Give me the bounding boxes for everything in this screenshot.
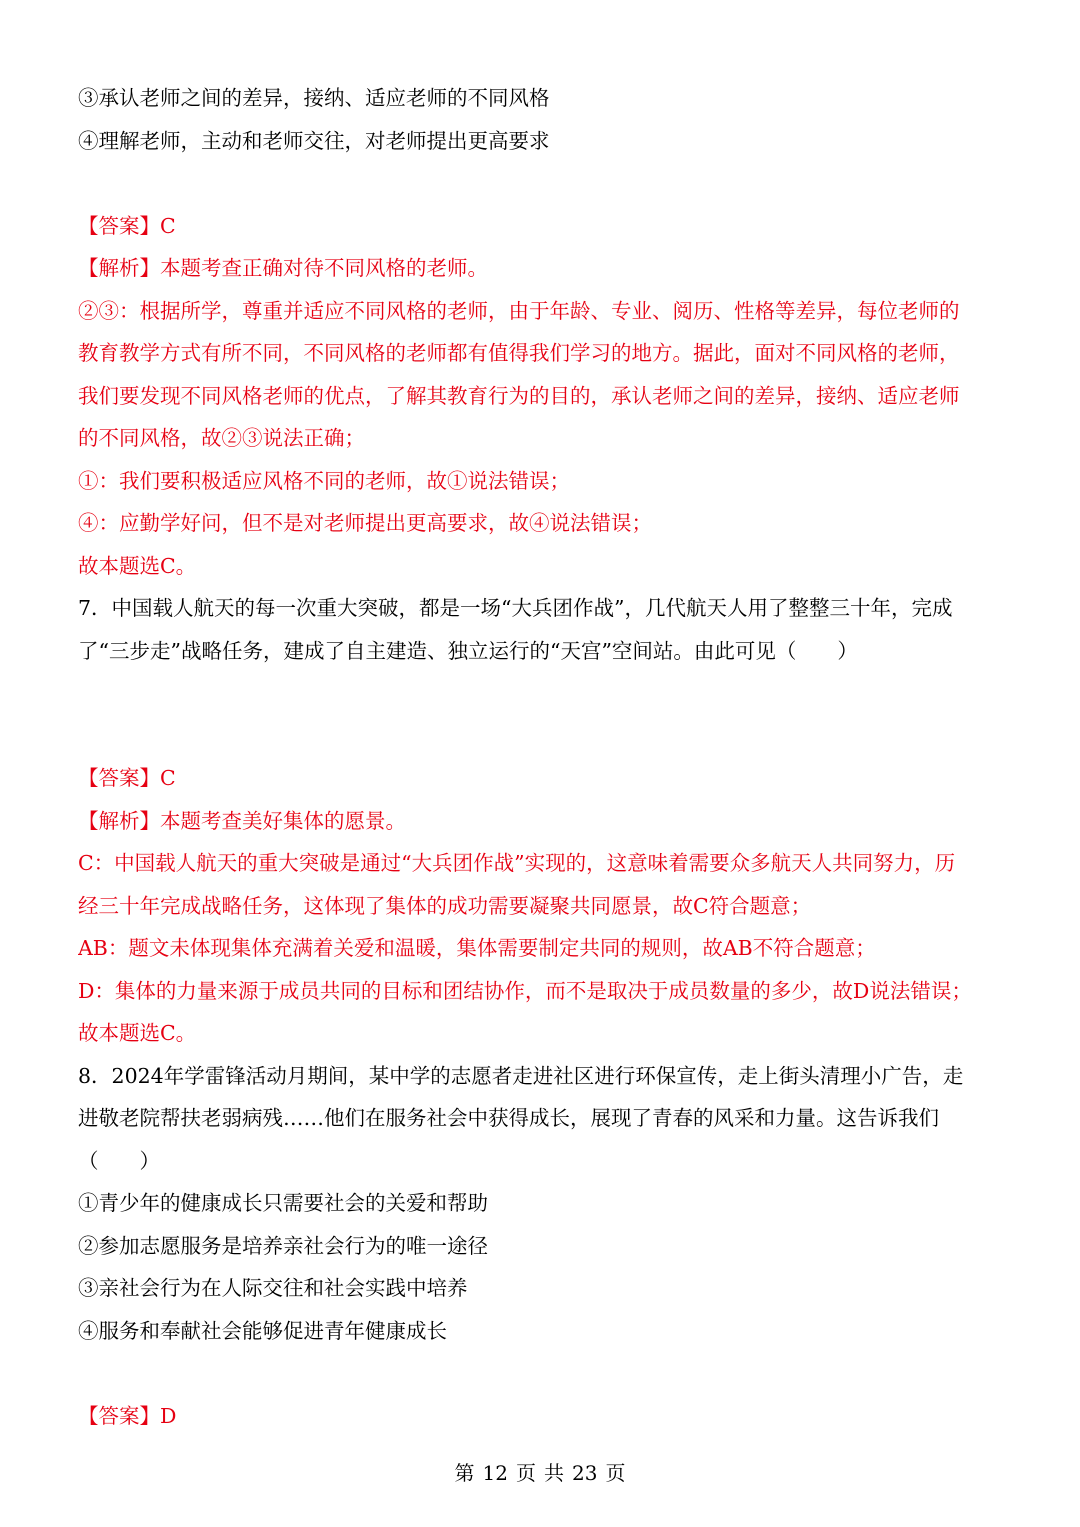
q6-analysis-line: 教育教学方式有所不同，不同风格的老师都有值得我们学习的地方。据此，面对不同风格的老师， (78, 341, 960, 365)
q7-answer: 【答案】C (78, 766, 176, 790)
page-number: 12 (482, 1461, 508, 1485)
q8-choice-item-2: ②参加志愿服务是培养亲社会行为的唯一途径 (78, 1234, 488, 1258)
q8-answer-bracket: （ ） (78, 1149, 160, 1173)
q8-stem-line: 进敬老院帮扶老弱病残……他们在服务社会中获得成长，展现了青春的风采和力量。这告诉我们 (78, 1106, 939, 1130)
q8-answer: 【答案】D (78, 1404, 177, 1428)
q8-choice-item-1: ①青少年的健康成长只需要社会的关爱和帮助 (78, 1191, 488, 1215)
q7-conclusion: 故本题选C。 (78, 1021, 197, 1045)
q8-choice-item-3: ③亲社会行为在人际交往和社会实践中培养 (78, 1276, 468, 1300)
q7-stem-line: 了“三步走”战略任务，建成了自主建造、独立运行的“天宫”空间站。由此可见（ ） (78, 639, 858, 663)
footer-page-word: 页 (516, 1461, 536, 1485)
footer-prefix: 第 (454, 1461, 475, 1485)
q6-analysis-heading: 【解析】本题考查正确对待不同风格的老师。 (78, 256, 488, 280)
footer-total-word: 共 (544, 1461, 564, 1485)
q8-stem-line: 8．2024年学雷锋活动月期间，某中学的志愿者走进社区进行环保宣传，走上街头清理小广告，走 (78, 1064, 964, 1088)
q6-analysis-line: ④：应勤学好问，但不是对老师提出更高要求，故④说法错误； (78, 511, 652, 535)
q6-analysis-line: 我们要发现不同风格老师的优点，了解其教育行为的目的，承认老师之间的差异，接纳、适应老师 (78, 384, 960, 408)
q7-analysis-line: AB：题文未体现集体充满着关爱和温暖，集体需要制定共同的规则，故AB不符合题意； (78, 936, 876, 960)
q6-analysis-line: 的不同风格，故②③说法正确； (78, 426, 365, 450)
page-footer (0, 1458, 1080, 1488)
q6-choice-item-3: ③承认老师之间的差异，接纳、适应老师的不同风格 (78, 86, 550, 110)
q6-analysis-line: ②③：根据所学，尊重并适应不同风格的老师，由于年龄、专业、阅历、性格等差异，每位老师的 (78, 299, 960, 323)
q6-choice-item-4: ④理解老师，主动和老师交往，对老师提出更高要求 (78, 129, 550, 153)
q7-analysis-line: C：中国载人航天的重大突破是通过“大兵团作战”实现的，这意味着需要众多航天人共同努力，历 (78, 851, 956, 875)
q7-stem-line: 7．中国载人航天的每一次重大突破，都是一场“大兵团作战”，几代航天人用了整整三十年，完成 (78, 596, 953, 620)
q7-analysis-line: 经三十年完成战略任务，这体现了集体的成功需要凝聚共同愿景，故C符合题意； (78, 894, 812, 918)
q6-answer: 【答案】C (78, 214, 176, 238)
total-pages: 23 (572, 1461, 598, 1485)
q6-analysis-line: ①：我们要积极适应风格不同的老师，故①说法错误； (78, 469, 570, 493)
footer-suffix: 页 (605, 1461, 626, 1485)
q8-choice-item-4: ④服务和奉献社会能够促进青年健康成长 (78, 1319, 447, 1343)
q6-conclusion: 故本题选C。 (78, 554, 197, 578)
q7-analysis-line: D：集体的力量来源于成员共同的目标和团结协作，而不是取决于成员数量的多少，故D说法错误； (78, 979, 972, 1003)
q7-analysis-heading: 【解析】本题考查美好集体的愿景。 (78, 809, 406, 833)
